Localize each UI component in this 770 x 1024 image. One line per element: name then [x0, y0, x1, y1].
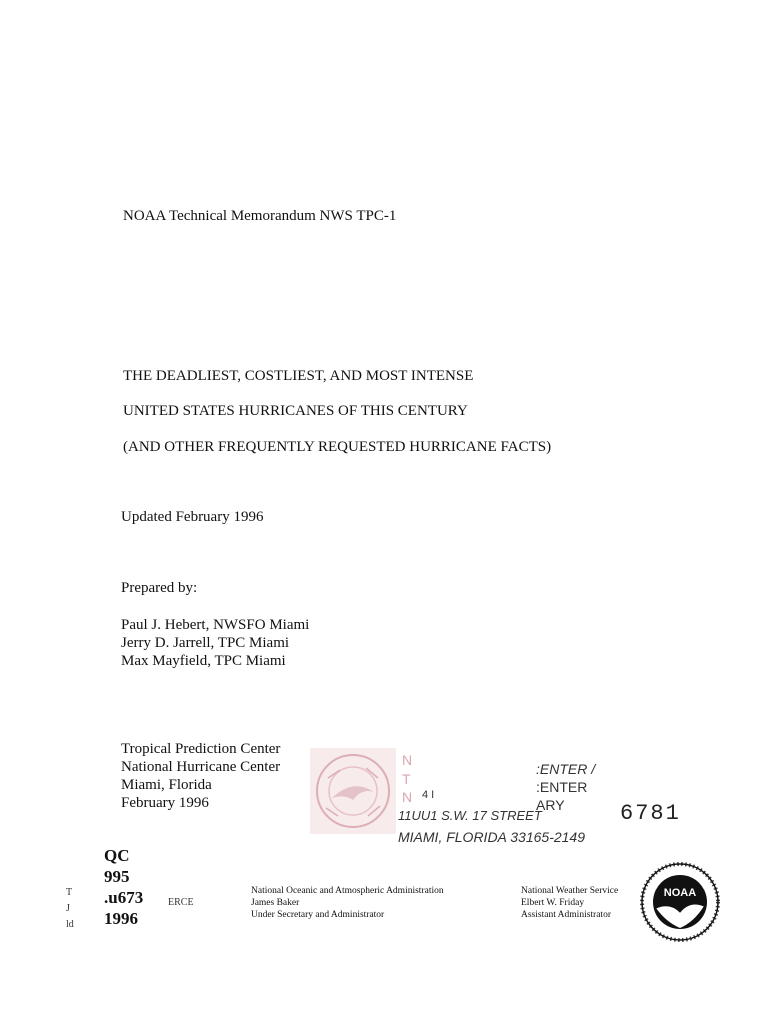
updated-date: Updated February 1996	[121, 509, 264, 525]
call-number-line: QC	[104, 846, 130, 865]
official-line: James Baker	[251, 898, 300, 908]
author: Paul J. Hebert, NWSFO Miami	[121, 617, 310, 633]
call-number-line: 1996	[104, 909, 138, 928]
stamp-fragment: :ENTER	[536, 779, 588, 795]
stamp-city: MIAMI, FLORIDA 33165-2149	[398, 829, 586, 845]
official-line: Elbert W. Friday	[521, 898, 585, 908]
call-number	[104, 845, 143, 929]
stamp-fragment: ARY	[536, 797, 565, 813]
stamp-street: 11UU1 S.W. 17 STREET	[398, 808, 542, 823]
official-line: National Oceanic and Atmospheric Administration	[251, 886, 444, 896]
stamp-fragment: 4 I	[422, 789, 435, 801]
edge-fragment: J	[66, 903, 70, 914]
stamp-fragment: N	[402, 752, 413, 768]
title-line-2: UNITED STATES HURRICANES OF THIS CENTURY	[123, 403, 468, 419]
official-line: Assistant Administrator	[521, 910, 611, 920]
center-line: February 1996	[121, 795, 209, 811]
issuing-center	[121, 740, 280, 812]
stamp-seal-icon	[310, 748, 396, 834]
center-line: Tropical Prediction Center	[121, 741, 281, 757]
edge-fragment: ld	[66, 919, 74, 930]
edge-fragment: T	[66, 887, 73, 898]
call-number-line: .u673	[104, 888, 144, 907]
logo-text: NOAA	[663, 887, 697, 899]
title-line-1: THE DEADLIEST, COSTLIEST, AND MOST INTENSE	[123, 368, 474, 384]
noaa-logo-icon	[640, 862, 720, 942]
author-list	[121, 616, 309, 670]
stamp-fragment: N	[402, 789, 413, 805]
memo-number: NOAA Technical Memorandum NWS TPC-1	[123, 208, 397, 224]
author: Max Mayfield, TPC Miami	[121, 653, 286, 669]
official-line: Under Secretary and Administrator	[251, 910, 385, 920]
noaa-officials	[251, 885, 444, 921]
prepared-by-label: Prepared by:	[121, 580, 198, 596]
official-line: National Weather Service	[521, 886, 619, 896]
accession-number: 6781	[620, 801, 681, 826]
edge-fragments	[66, 885, 74, 933]
center-line: National Hurricane Center	[121, 759, 281, 775]
call-number-line: 995	[104, 867, 130, 886]
nws-officials	[521, 885, 618, 921]
center-line: Miami, Florida	[121, 777, 212, 793]
title-line-3: (AND OTHER FREQUENTLY REQUESTED HURRICANE FACTS)	[123, 439, 552, 455]
edge-fragment: ERCE	[168, 897, 194, 908]
stamp-fragment: :ENTER /	[536, 761, 596, 777]
stamp-fragment: T	[402, 771, 411, 787]
author: Jerry D. Jarrell, TPC Miami	[121, 635, 290, 651]
